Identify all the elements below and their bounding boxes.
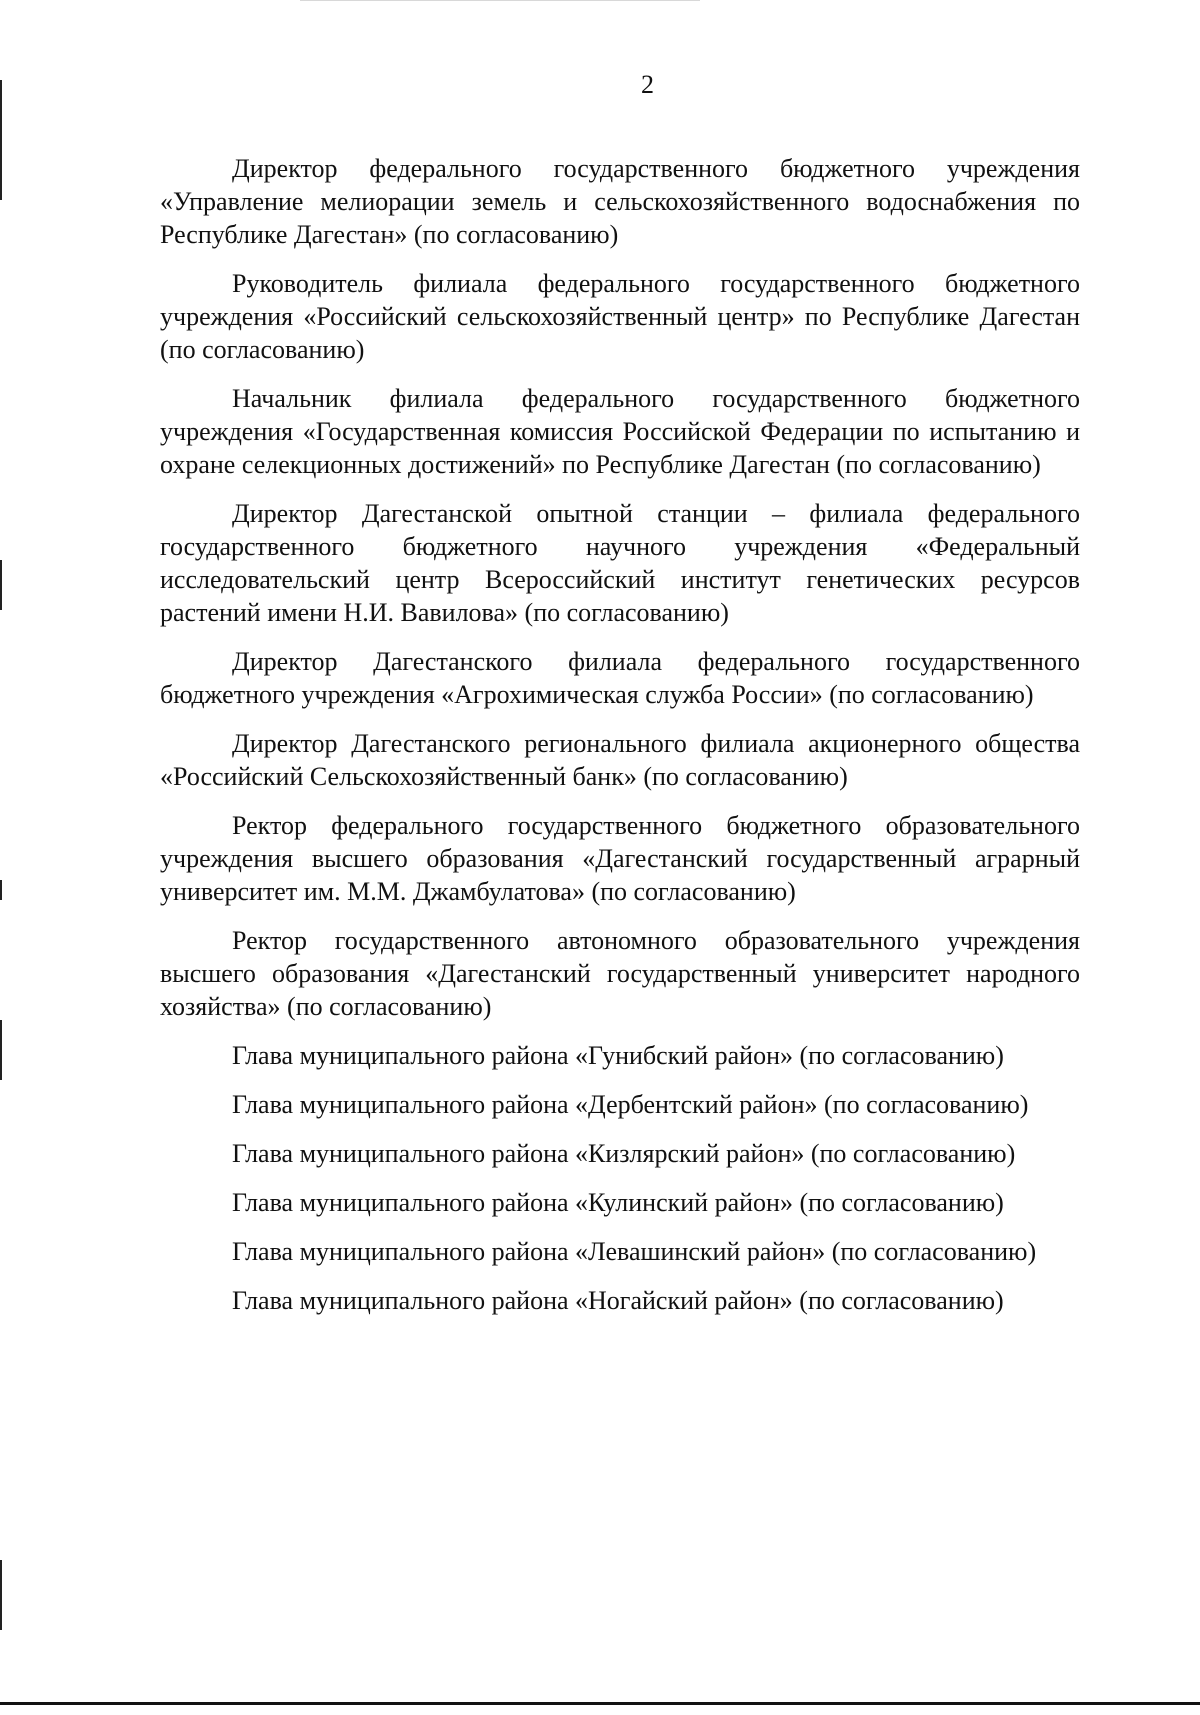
list-item: Директор федерального государственного бюджетного учреждения «Управление мелиорации земель и сельскохозяйственного водоснабжения по Республике Дагестан» (по согласованию) bbox=[160, 154, 1080, 249]
document-body bbox=[160, 152, 1080, 1333]
scan-edge-mark bbox=[0, 880, 2, 900]
page-number: 2 bbox=[641, 70, 654, 99]
list-item: Ректор государственного автономного образовательного учреждения высшего образования «Дагестанский государственный университет народного хозяйства» (по согласованию) bbox=[160, 926, 1080, 1021]
scan-edge-mark bbox=[0, 560, 2, 610]
scan-artifact-top-line bbox=[300, 0, 700, 1]
list-item: Глава муниципального района «Дербентский район» (по согласованию) bbox=[232, 1090, 1029, 1119]
list-item: Директор Дагестанского филиала федерального государственного бюджетного учреждения «Агрохимическая служба России» (по согласованию) bbox=[160, 647, 1080, 709]
list-item: Ректор федерального государственного бюджетного образовательного учреждения высшего образования «Дагестанский государственный аграрный университет им. М.М. Джамбулатова» (по согласованию) bbox=[160, 811, 1080, 906]
list-item: Глава муниципального района «Кизлярский район» (по согласованию) bbox=[232, 1139, 1016, 1168]
list-item: Начальник филиала федерального государственного бюджетного учреждения «Государственная комиссия Российской Федерации по испытанию и охране селекционных достижений» по Республике Дагестан (по согласованию) bbox=[160, 384, 1080, 479]
list-item: Глава муниципального района «Левашинский район» (по согласованию) bbox=[232, 1237, 1037, 1266]
list-item: Глава муниципального района «Гунибский район» (по согласованию) bbox=[232, 1041, 1004, 1070]
list-item: Глава муниципального района «Кулинский район» (по согласованию) bbox=[232, 1188, 1004, 1217]
list-item: Руководитель филиала федерального государственного бюджетного учреждения «Российский сельскохозяйственный центр» по Республике Дагестан (по согласованию) bbox=[160, 269, 1080, 364]
scan-edge-mark bbox=[0, 1020, 2, 1080]
scan-edge-mark bbox=[0, 1560, 2, 1630]
list-item: Глава муниципального района «Ногайский район» (по согласованию) bbox=[232, 1286, 1004, 1315]
list-item: Директор Дагестанского регионального филиала акционерного общества «Российский Сельскохозяйственный банк» (по согласованию) bbox=[160, 729, 1080, 791]
scan-artifact-bottom-line bbox=[0, 1702, 1200, 1705]
list-item: Директор Дагестанской опытной станции – филиала федерального государственного бюджетного научного учреждения «Федеральный исследовательский центр Всероссийский институт генетических ресурсов растений имени Н.И. Вавилова» (по согласованию) bbox=[160, 499, 1080, 627]
